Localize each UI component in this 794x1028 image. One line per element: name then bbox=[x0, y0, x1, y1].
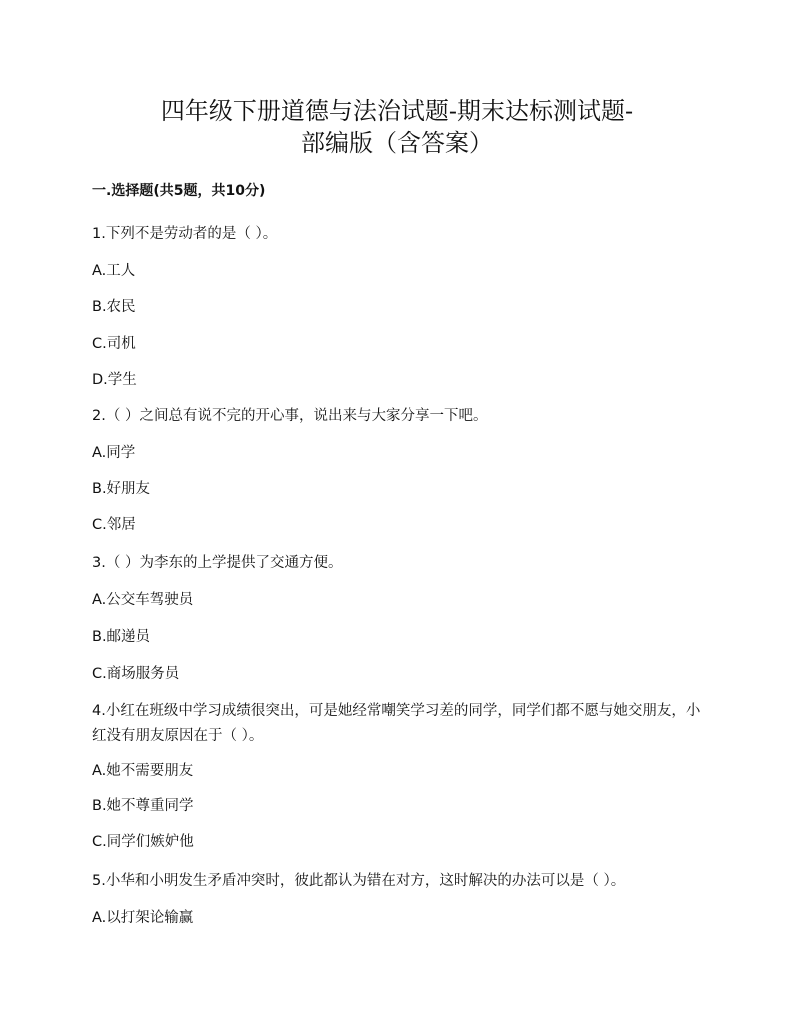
question-5-option-a: A.以打架论输赢 bbox=[92, 910, 194, 926]
question-4-option-b: B.她不尊重同学 bbox=[92, 798, 194, 814]
page-title-line-1: 四年级下册道德与法治试题-期末达标测试题- bbox=[160, 97, 634, 125]
question-3-option-b: B.邮递员 bbox=[92, 629, 151, 645]
section-heading: 一.选择题(共5题，共10分) bbox=[92, 183, 266, 199]
question-3-option-a: A.公交车驾驶员 bbox=[92, 592, 194, 608]
question-2-stem: 2.（ ）之间总有说不完的开心事，说出来与大家分享一下吧。 bbox=[92, 408, 488, 424]
question-2-option-a: A.同学 bbox=[92, 445, 136, 461]
question-4-stem: 4.小红在班级中学习成绩很突出，可是她经常嘲笑学习差的同学，同学们都不愿与她交朋友，小红没有朋友原因在于（ ）。 bbox=[92, 703, 701, 744]
question-1-option-c: C.司机 bbox=[92, 336, 136, 352]
question-3-stem: 3.（ ）为李东的上学提供了交通方便。 bbox=[92, 555, 343, 571]
question-1-option-a: A.工人 bbox=[92, 263, 136, 279]
question-1-stem: 1.下列不是劳动者的是（ ）。 bbox=[92, 226, 278, 242]
question-2-option-b: B.好朋友 bbox=[92, 481, 151, 497]
question-4-option-a: A.她不需要朋友 bbox=[92, 763, 194, 779]
question-5-stem: 5.小华和小明发生矛盾冲突时，彼此都认为错在对方，这时解决的办法可以是（ ）。 bbox=[92, 873, 626, 889]
question-1-option-b: B.农民 bbox=[92, 299, 136, 315]
question-2-option-c: C.邻居 bbox=[92, 517, 136, 533]
question-1-option-d: D.学生 bbox=[92, 372, 137, 388]
page-title-line-2: 部编版（含答案） bbox=[301, 129, 493, 157]
question-3-option-c: C.商场服务员 bbox=[92, 666, 180, 682]
question-4-option-c: C.同学们嫉妒他 bbox=[92, 834, 194, 850]
